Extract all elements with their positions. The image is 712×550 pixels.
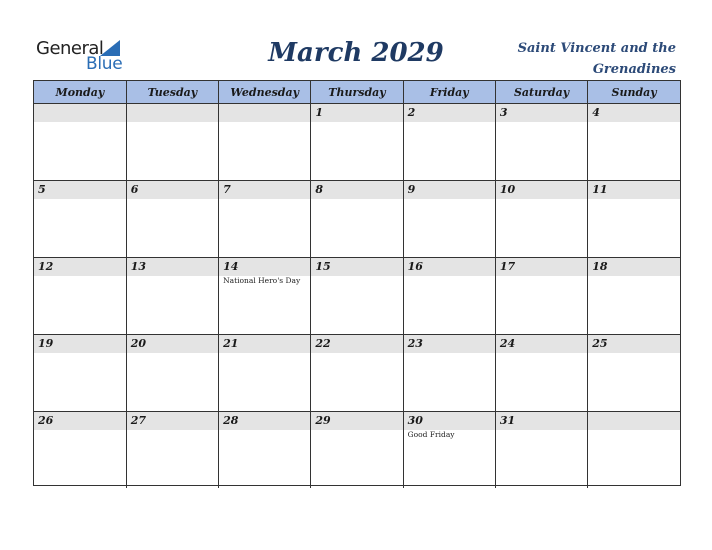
day-number: 7 (223, 183, 231, 196)
empty-day-cell (588, 412, 680, 489)
day-number-band (588, 335, 680, 353)
day-number: 24 (499, 337, 516, 350)
day-number: 27 (130, 414, 147, 427)
day-number-band (404, 181, 495, 199)
day-cell-9 (403, 181, 495, 258)
day-number: 30 (407, 414, 423, 427)
day-number-band (219, 181, 310, 199)
weekday-header-saturday: Saturday (495, 81, 587, 104)
week-row (34, 181, 680, 258)
day-number-band (311, 412, 402, 430)
day-number: 11 (592, 183, 608, 196)
weekday-header-thursday: Thursday (311, 81, 403, 104)
day-number: 16 (407, 260, 423, 273)
day-number: 22 (315, 337, 331, 350)
day-number-band (127, 104, 218, 122)
day-cell-5 (34, 181, 126, 258)
day-cell-15 (311, 258, 403, 335)
day-cell-17 (495, 258, 587, 335)
day-number: 18 (592, 260, 608, 273)
day-cell-3 (495, 104, 587, 181)
week-row (34, 335, 680, 412)
day-cell-26 (34, 412, 126, 489)
region-name: Saint Vincent and the Grenadines (517, 41, 676, 77)
weekday-header-tuesday: Tuesday (126, 81, 218, 104)
day-number: 3 (499, 106, 508, 119)
day-number-band (496, 258, 587, 276)
calendar-title: March 2029 (268, 38, 444, 68)
empty-day-cell (219, 104, 311, 181)
day-number-band (496, 335, 587, 353)
day-number-band (404, 104, 495, 122)
day-number: 6 (130, 183, 139, 196)
day-cell-12 (34, 258, 126, 335)
week-row (34, 258, 680, 335)
day-number: 9 (407, 183, 416, 196)
day-number-band (496, 181, 587, 199)
holiday-label: Good Friday (407, 430, 455, 439)
day-cell-6 (126, 181, 218, 258)
day-number-band (311, 181, 402, 199)
day-number-band (127, 412, 218, 430)
day-cell-10 (495, 181, 587, 258)
day-cell-28 (219, 412, 311, 489)
day-cell-18 (588, 258, 680, 335)
day-number-band (496, 412, 587, 430)
day-cell-29 (311, 412, 403, 489)
day-cell-4 (588, 104, 680, 181)
day-cell-23 (403, 335, 495, 412)
day-cell-13 (126, 258, 218, 335)
day-number-band (127, 335, 218, 353)
day-cell-19 (34, 335, 126, 412)
day-number: 4 (592, 106, 600, 119)
day-number-band (219, 104, 310, 122)
day-number-band (34, 104, 126, 122)
day-number-band (219, 258, 310, 276)
weekday-header-friday: Friday (403, 81, 495, 104)
day-number-band (404, 258, 495, 276)
day-cell-27 (126, 412, 218, 489)
day-number: 1 (315, 106, 323, 119)
day-number: 20 (130, 337, 147, 350)
day-number: 29 (315, 414, 331, 427)
day-number-band (127, 181, 218, 199)
day-number: 8 (315, 183, 323, 196)
day-number-band (311, 104, 402, 122)
day-cell-21 (219, 335, 311, 412)
day-number-band (588, 104, 680, 122)
day-cell-16 (403, 258, 495, 335)
day-number: 21 (223, 337, 239, 350)
day-number: 19 (38, 337, 54, 350)
day-cell-11 (588, 181, 680, 258)
day-number: 31 (499, 414, 516, 427)
day-number: 13 (130, 260, 147, 273)
calendar-grid (33, 80, 681, 486)
day-number-band (404, 412, 495, 430)
day-number-band (219, 335, 310, 353)
day-number: 23 (407, 337, 423, 350)
empty-day-cell (126, 104, 218, 181)
day-number-band (127, 258, 218, 276)
day-number-band (588, 181, 680, 199)
week-row (34, 412, 680, 489)
logo-word-blue: Blue (86, 54, 123, 74)
day-cell-22 (311, 335, 403, 412)
day-number-band (34, 335, 126, 353)
day-number: 17 (499, 260, 516, 273)
day-number-band (34, 181, 126, 199)
day-number-band (311, 258, 402, 276)
day-cell-7 (219, 181, 311, 258)
day-number: 26 (38, 414, 54, 427)
weekday-header-wednesday: Wednesday (219, 81, 311, 104)
day-number-band (34, 412, 126, 430)
day-number-band (588, 412, 680, 430)
day-number: 14 (223, 260, 239, 273)
weekday-header-row (34, 81, 680, 104)
day-cell-2 (403, 104, 495, 181)
weekday-header-sunday: Sunday (588, 81, 680, 104)
holiday-label: National Hero's Day (223, 276, 301, 285)
day-cell-14 (219, 258, 311, 335)
empty-day-cell (34, 104, 126, 181)
day-number-band (588, 258, 680, 276)
day-number: 12 (38, 260, 54, 273)
day-number: 25 (592, 337, 608, 350)
day-cell-8 (311, 181, 403, 258)
day-cell-31 (495, 412, 587, 489)
day-number: 28 (223, 414, 239, 427)
day-number-band (496, 104, 587, 122)
day-number: 15 (315, 260, 331, 273)
day-cell-20 (126, 335, 218, 412)
day-cell-25 (588, 335, 680, 412)
day-number-band (311, 335, 402, 353)
logo-word-general: General (36, 38, 104, 59)
calendar-body (34, 104, 680, 489)
day-cell-24 (495, 335, 587, 412)
day-cell-1 (311, 104, 403, 181)
day-number: 2 (407, 106, 416, 119)
day-number: 5 (38, 183, 46, 196)
day-number-band (404, 335, 495, 353)
weekday-header-monday: Monday (34, 81, 126, 104)
day-number: 10 (499, 183, 516, 196)
day-number-band (34, 258, 126, 276)
day-cell-30 (403, 412, 495, 489)
day-number-band (219, 412, 310, 430)
week-row (34, 104, 680, 181)
